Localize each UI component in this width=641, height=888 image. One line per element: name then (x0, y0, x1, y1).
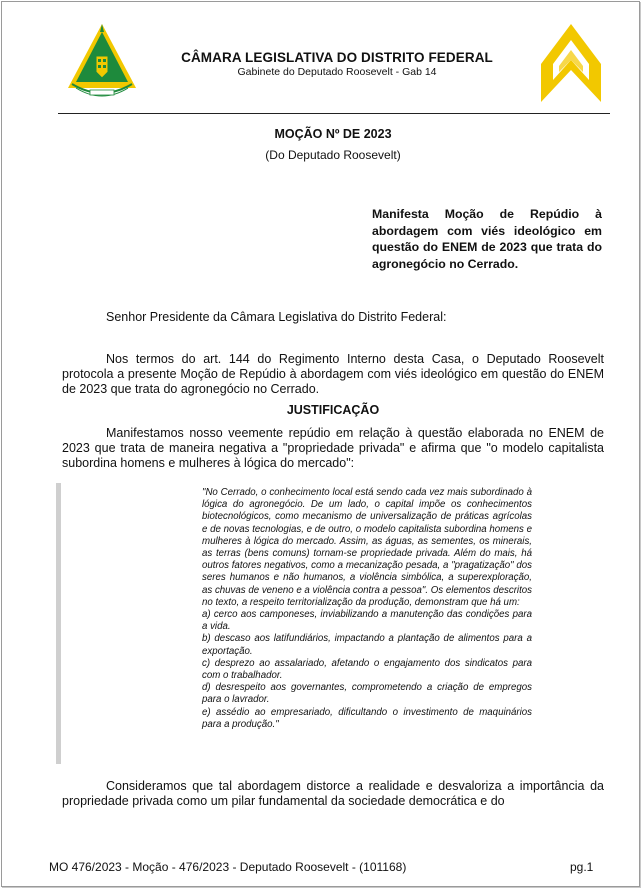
quote-option-e: e) assédio ao empresariado, dificultando o investimento de maquinários para a produção." (202, 706, 532, 730)
quote-option-b: b) descaso aos latifundiários, impactando a plantação de alimentos para a exportação. (202, 633, 532, 657)
institution-title: CÂMARA LEGISLATIVA DO DISTRITO FEDERAL (181, 50, 493, 65)
header-divider (58, 113, 610, 114)
document-author: (Do Deputado Roosevelt) (265, 148, 401, 162)
office-subtitle: Gabinete do Deputado Roosevelt - Gab 14 (237, 66, 437, 78)
document-title: MOÇÃO Nº DE 2023 (274, 127, 392, 141)
exam-quote (202, 487, 532, 731)
paragraph-intro: Nos termos do art. 144 do Regimento Interno desta Casa, o Deputado Roosevelt protocola a presente Moção de Repúdio à abordagem com viés ideológico em questão do ENEM de 2023 que trata do agronegócio no Cerrado. (62, 352, 604, 396)
quote-option-c: c) desprezo ao assalariado, afetando o engajamento dos sindicatos para com o trabalhador. (202, 657, 532, 682)
justification-heading: JUSTIFICAÇÃO (286, 403, 380, 417)
df-chevron-logo-icon (539, 22, 603, 104)
quote-option-a: a) cerco aos camponeses, inviabilizando a manutenção das condições para a vida. (202, 609, 532, 633)
page-number: pg.1 (570, 860, 594, 874)
paragraph-repudiation: Manifestamos nosso veemente repúdio em relação à questão elaborada no ENEM de 2023 que trata de maneira negativa a "propriedade privada" e afirma que "o modelo capitalista subordina homens e mulheres à lógica do mercado": (62, 426, 604, 470)
document-page (1, 1, 640, 887)
cldf-emblem-icon (66, 22, 138, 100)
document-summary: Manifesta Moção de Repúdio à abordagem com viés ideológico em questão do ENEM de 2023 que trata do agronegócio no Cerrado. (372, 207, 602, 271)
quote-option-d: d) desrespeito aos governantes, comprometendo a criação de empregos para o lavrador. (202, 682, 532, 706)
quote-body: "No Cerrado, o conhecimento local está sendo cada vez mais subordinado à lógica do agronegócio. De um lado, o capital impõe os conhecimentos biotecnológicos, como mecanismo de universalização de práticas agrícolas e de novas tecnologias, e de outro, o modelo capitalista subordina homens e mulheres à lógica do mercado. Assim, as águas, as sementes, os minerais, as terras (bens comuns) tornam-se propriedade privada. Além do mais, há outros fatores negativos, como a mecanização pesada, a "pragatização" dos seres humanos e não humanos, a violência simbólica, a superexploração, as chuvas de veneno e a violência contra a pessoa". Os elementos descritos no texto, a respeito territorialização da produção, demonstram que há um: (202, 487, 532, 608)
paragraph-consideration: Consideramos que tal abordagem distorce a realidade e desvaloriza a importância da propriedade privada como um pilar fundamental da sociedade democrática e do (62, 779, 604, 808)
quote-bar (56, 483, 61, 764)
salutation: Senhor Presidente da Câmara Legislativa do Distrito Federal: (106, 310, 447, 324)
footer-reference: MO 476/2023 - Moção - 476/2023 - Deputado Roosevelt - (101168) (49, 860, 407, 874)
